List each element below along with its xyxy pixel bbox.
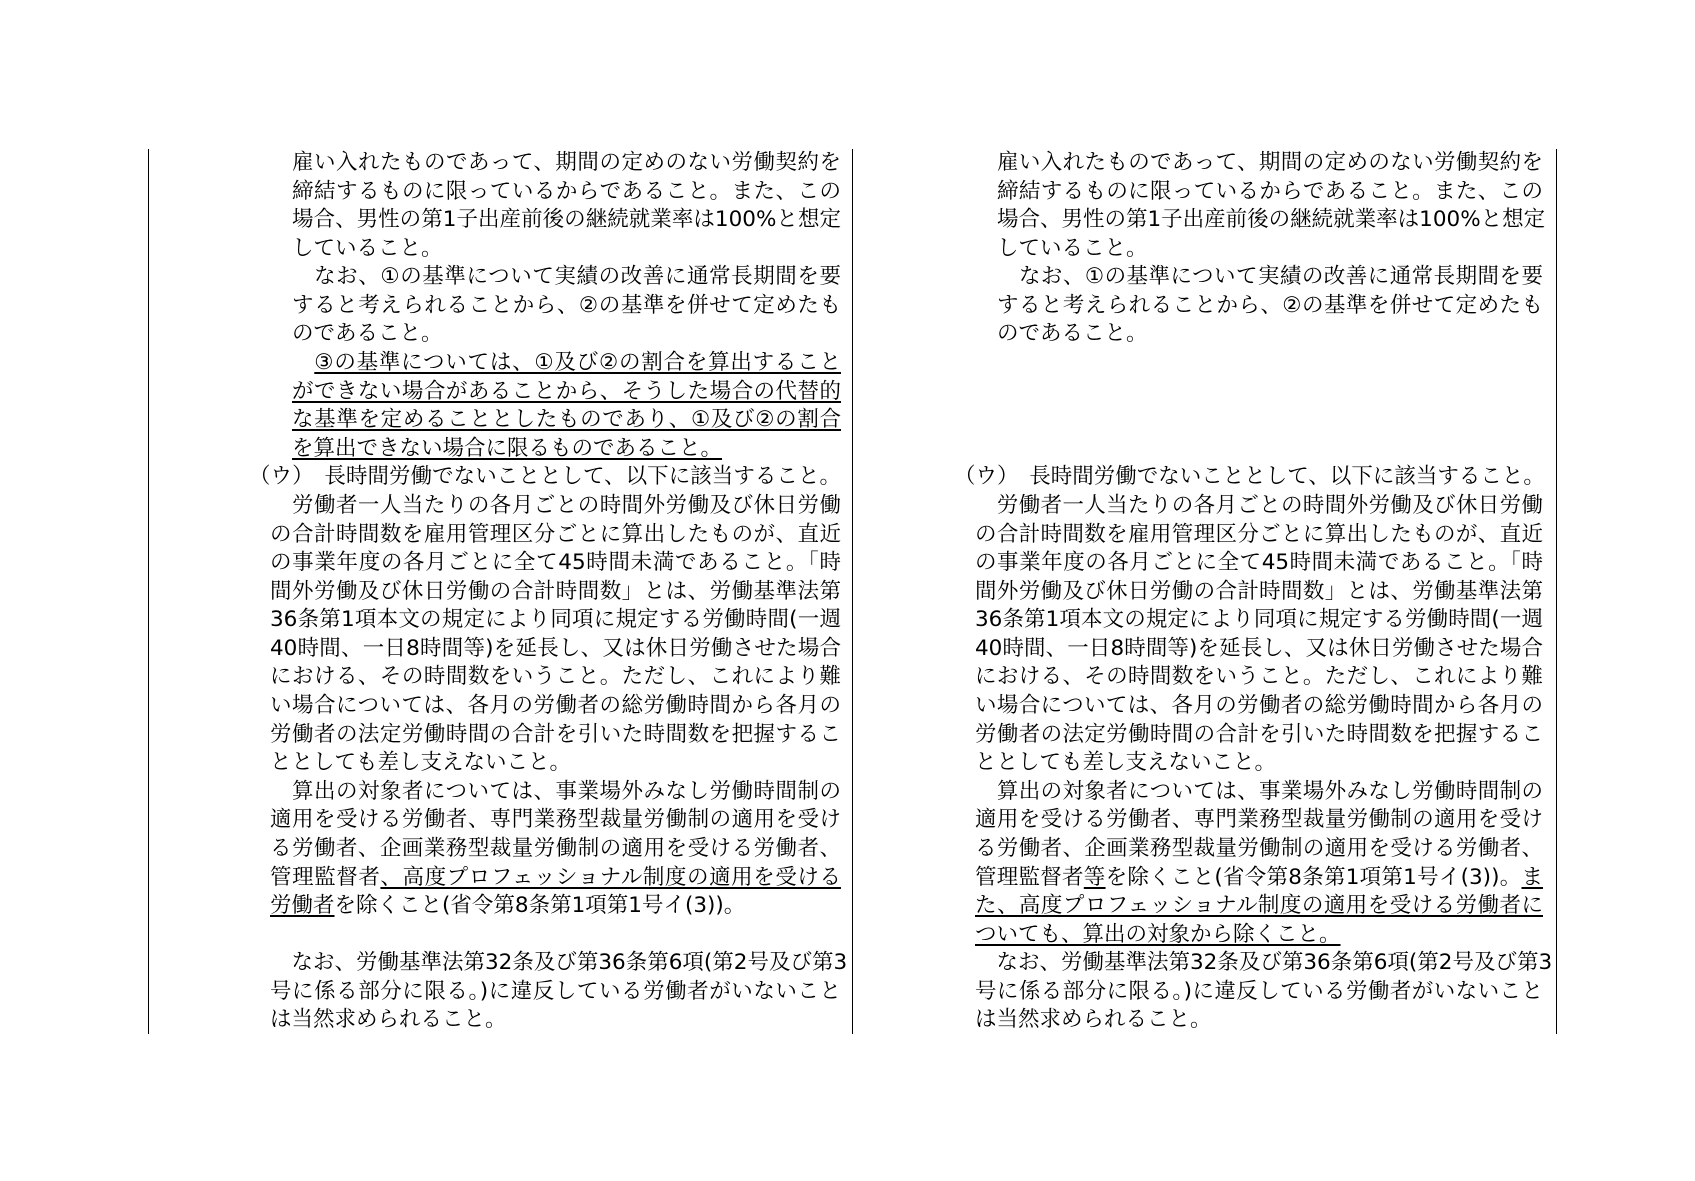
text-segment: 雇い入れたものであって、期間の定めのない労働契約を <box>292 150 841 175</box>
text-segment: い場合については、各月の労働者の総労働時間から各月の <box>270 693 841 719</box>
text-segment: 算出の対象者については、事業場外みなし労働時間制の <box>270 778 841 804</box>
text-line <box>975 835 1543 864</box>
text-segment: のであること。 <box>997 321 1148 347</box>
text-line <box>975 492 1543 521</box>
text-line <box>975 635 1543 664</box>
text-line <box>997 320 1543 349</box>
text-line <box>975 949 1553 978</box>
text-line <box>997 206 1546 235</box>
text-line <box>270 663 841 692</box>
section-heading-line <box>249 463 841 492</box>
text-line <box>292 178 841 207</box>
text-line <box>997 263 1543 292</box>
text-line <box>997 178 1543 207</box>
text-segment: 号に係る部分に限る。)に違反している労働者がいないこと <box>975 978 1543 1004</box>
text-line <box>270 978 841 1007</box>
text-segment: 40時間、一日8時間等)を延長し、又は休日労働させた場合 <box>975 635 1543 661</box>
text-line <box>270 1006 841 1035</box>
text-segment: 管理監督者 <box>270 864 381 890</box>
text-line <box>270 921 841 950</box>
text-line <box>270 692 841 721</box>
text-line <box>270 492 841 521</box>
text-segment: を除くこと(省令第8条第1項第1号イ(3))。 <box>1105 864 1522 890</box>
text-segment: 40時間、一日8時間等)を延長し、又は休日労働させた場合 <box>270 635 841 661</box>
text-line <box>975 778 1543 807</box>
text-segment: 号に係る部分に限る。)に違反している労働者がいないこと <box>270 978 841 1004</box>
text-segment: の事業年度の各月ごとに全て45時間未満であること。「時 <box>270 550 841 576</box>
text-segment: における、その時間数をいうこと。ただし、これにより難 <box>270 664 841 690</box>
text-line <box>997 149 1543 178</box>
text-segment: 場合、男性の第1子出産前後の継続就業率は100%と想定 <box>997 207 1546 233</box>
text-segment: なお、①の基準について実績の改善に通常長期間を要 <box>997 264 1543 290</box>
text-line <box>997 292 1543 321</box>
text-line <box>270 521 841 550</box>
underlined-amendment-text: 、高度プロフェッショナル制度の適用を受ける <box>380 864 841 890</box>
text-line <box>270 835 841 864</box>
text-line <box>975 721 1543 750</box>
text-segment: （ウ） 長時間労働でないこととして、以下に該当すること。 <box>954 464 1545 490</box>
text-line <box>975 692 1543 721</box>
text-line <box>292 235 841 264</box>
text-segment: る労働者、企画業務型裁量労働制の適用を受ける労働者、 <box>270 835 841 861</box>
text-segment: なお、労働基準法第32条及び第36条第6項(第2号及び第3 <box>270 950 848 976</box>
text-segment: の合計時間数を雇用管理区分ごとに算出したものが、直近 <box>975 521 1543 547</box>
text-segment: は当然求められること。 <box>270 1007 507 1033</box>
text-segment: を除くこと(省令第8条第1項第1号イ(3))。 <box>334 893 746 919</box>
text-segment: 間外労働及び休日労働の合計時間数」とは、労働基準法第 <box>270 578 841 604</box>
text-segment: なお、労働基準法第32条及び第36条第6項(第2号及び第3 <box>975 950 1553 976</box>
text-segment: のであること。 <box>292 321 443 347</box>
text-line <box>997 435 1543 464</box>
text-line <box>292 406 841 435</box>
left-column-revised-text <box>148 149 853 1034</box>
text-segment: 場合、男性の第1子出産前後の継続就業率は100%と想定 <box>292 207 841 233</box>
text-segment: 適用を受ける労働者、専門業務型裁量労働制の適用を受け <box>975 807 1543 833</box>
text-line <box>975 549 1543 578</box>
text-line <box>270 721 841 750</box>
text-segment: は当然求められること。 <box>975 1007 1212 1033</box>
text-line <box>975 864 1543 893</box>
text-line <box>975 606 1543 635</box>
text-line <box>270 892 841 921</box>
underlined-amendment-text: ができない場合があることから、そうした場合の代替的 <box>292 378 841 404</box>
text-line <box>292 378 841 407</box>
text-segment: 労働者の法定労働時間の合計を引いた時間数を把握するこ <box>975 721 1543 747</box>
text-line <box>292 149 841 178</box>
text-segment: 間外労働及び休日労働の合計時間数」とは、労働基準法第 <box>975 578 1543 604</box>
underlined-amendment-text: 等 <box>1083 864 1106 890</box>
underlined-amendment-text: を算出できない場合に限るものであること。 <box>292 435 723 461</box>
text-segment: していること。 <box>292 235 443 261</box>
text-line <box>270 806 841 835</box>
text-segment: なお、①の基準について実績の改善に通常長期間を要 <box>292 264 841 290</box>
text-segment: （ウ） 長時間労働でないこととして、以下に該当すること。 <box>249 464 841 490</box>
text-segment: 労働者一人当たりの各月ごとの時間外労働及び休日労働 <box>270 492 841 518</box>
text-line <box>997 235 1543 264</box>
text-segment: していること。 <box>997 235 1148 261</box>
text-segment <box>292 350 314 375</box>
text-segment: 労働者一人当たりの各月ごとの時間外労働及び休日労働 <box>975 492 1543 518</box>
text-segment: ととしても差し支えないこと。 <box>975 750 1277 776</box>
text-line <box>270 949 848 978</box>
text-segment: ととしても差し支えないこと。 <box>270 750 572 776</box>
text-segment: 36条第1項本文の規定により同項に規定する労働時間(一週 <box>270 607 841 633</box>
text-line <box>270 606 841 635</box>
text-line <box>270 778 841 807</box>
text-segment: る労働者、企画業務型裁量労働制の適用を受ける労働者、 <box>975 835 1543 861</box>
text-segment: 管理監督者 <box>975 864 1084 890</box>
text-line <box>975 663 1543 692</box>
text-line <box>975 521 1543 550</box>
text-segment: における、その時間数をいうこと。ただし、これにより難 <box>975 664 1543 690</box>
underlined-amendment-text: 労働者 <box>270 893 335 919</box>
text-line <box>997 349 1543 378</box>
text-line <box>975 749 1543 778</box>
text-line <box>270 549 841 578</box>
underlined-amendment-text: ま <box>1521 864 1543 890</box>
text-segment: の合計時間数を雇用管理区分ごとに算出したものが、直近 <box>270 521 841 547</box>
underlined-amendment-text: な基準を定めることとしたものであり、①及び②の割合 <box>292 407 841 433</box>
text-line <box>975 921 1543 950</box>
text-segment: 雇い入れたものであって、期間の定めのない労働契約を <box>997 150 1543 175</box>
text-line <box>292 320 841 349</box>
text-segment: の事業年度の各月ごとに全て45時間未満であること。「時 <box>975 550 1543 576</box>
text-segment: すると考えられることから、②の基準を併せて定めたも <box>292 292 841 318</box>
underlined-amendment-text: ついても、算出の対象から除くこと。 <box>975 921 1341 947</box>
text-line <box>975 978 1543 1007</box>
text-segment: 36条第1項本文の規定により同項に規定する労働時間(一週 <box>975 607 1543 633</box>
text-line <box>270 749 841 778</box>
section-heading-line <box>954 463 1543 492</box>
text-line <box>997 378 1543 407</box>
text-segment: 締結するものに限っているからであること。また、この <box>997 178 1543 204</box>
text-line <box>975 892 1543 921</box>
text-line <box>270 864 841 893</box>
underlined-amendment-text: た、高度プロフェッショナル制度の適用を受ける労働者に <box>975 893 1543 919</box>
text-line <box>975 806 1543 835</box>
text-line <box>292 292 841 321</box>
text-segment: 締結するものに限っているからであること。また、この <box>292 178 841 204</box>
text-segment: 労働者の法定労働時間の合計を引いた時間数を把握するこ <box>270 721 841 747</box>
text-line <box>975 1006 1543 1035</box>
text-line <box>292 435 841 464</box>
text-segment: 適用を受ける労働者、専門業務型裁量労働制の適用を受け <box>270 807 841 833</box>
text-segment: すると考えられることから、②の基準を併せて定めたも <box>997 292 1543 318</box>
text-line <box>292 263 841 292</box>
text-line <box>292 206 841 235</box>
underlined-amendment-text: ③の基準については、①及び②の割合を算出すること <box>314 350 841 376</box>
text-line <box>270 635 841 664</box>
right-column-current-text <box>851 149 1557 1034</box>
text-segment: い場合については、各月の労働者の総労働時間から各月の <box>975 693 1543 719</box>
text-line <box>270 578 841 607</box>
text-line <box>975 578 1543 607</box>
text-line <box>997 406 1543 435</box>
text-segment: 算出の対象者については、事業場外みなし労働時間制の <box>975 778 1543 804</box>
text-line <box>292 349 841 378</box>
